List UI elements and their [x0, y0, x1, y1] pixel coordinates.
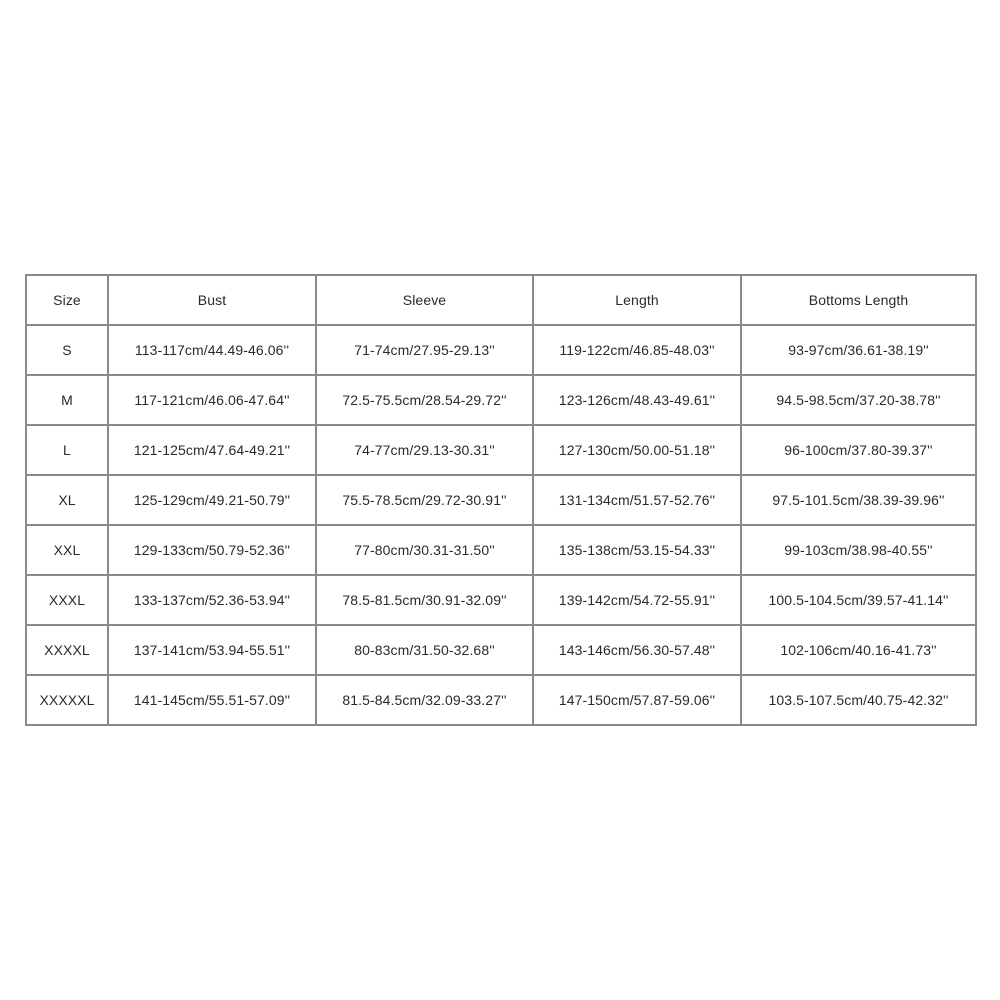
- bottoms-length-cell: 100.5-104.5cm/39.57-41.14'': [742, 576, 977, 626]
- bust-cell: 129-133cm/50.79-52.36'': [109, 526, 317, 576]
- size-chart-header: [27, 276, 977, 326]
- sleeve-cell: 72.5-75.5cm/28.54-29.72'': [317, 376, 534, 426]
- bust-cell: 121-125cm/47.64-49.21'': [109, 426, 317, 476]
- sleeve-cell: 71-74cm/27.95-29.13'': [317, 326, 534, 376]
- sleeve-cell: 77-80cm/30.31-31.50'': [317, 526, 534, 576]
- bust-cell: 133-137cm/52.36-53.94'': [109, 576, 317, 626]
- length-cell: 147-150cm/57.87-59.06'': [534, 676, 742, 726]
- bottoms-length-cell: 94.5-98.5cm/37.20-38.78'': [742, 376, 977, 426]
- bust-cell: 117-121cm/46.06-47.64'': [109, 376, 317, 426]
- bust-cell: 125-129cm/49.21-50.79'': [109, 476, 317, 526]
- table-row: [27, 326, 977, 376]
- header-sleeve: Sleeve: [317, 276, 534, 326]
- table-row: [27, 626, 977, 676]
- sleeve-cell: 80-83cm/31.50-32.68'': [317, 626, 534, 676]
- length-cell: 139-142cm/54.72-55.91'': [534, 576, 742, 626]
- size-chart-body: [27, 326, 977, 726]
- table-row: [27, 576, 977, 626]
- length-cell: 127-130cm/50.00-51.18'': [534, 426, 742, 476]
- bust-cell: 137-141cm/53.94-55.51'': [109, 626, 317, 676]
- sleeve-cell: 81.5-84.5cm/32.09-33.27'': [317, 676, 534, 726]
- bottoms-length-cell: 103.5-107.5cm/40.75-42.32'': [742, 676, 977, 726]
- sleeve-cell: 74-77cm/29.13-30.31'': [317, 426, 534, 476]
- size-cell: S: [27, 326, 109, 376]
- header-length: Length: [534, 276, 742, 326]
- size-cell: XXXL: [27, 576, 109, 626]
- length-cell: 131-134cm/51.57-52.76'': [534, 476, 742, 526]
- sleeve-cell: 78.5-81.5cm/30.91-32.09'': [317, 576, 534, 626]
- header-bust: Bust: [109, 276, 317, 326]
- header-size: Size: [27, 276, 109, 326]
- length-cell: 123-126cm/48.43-49.61'': [534, 376, 742, 426]
- bottoms-length-cell: 99-103cm/38.98-40.55'': [742, 526, 977, 576]
- length-cell: 119-122cm/46.85-48.03'': [534, 326, 742, 376]
- sleeve-cell: 75.5-78.5cm/29.72-30.91'': [317, 476, 534, 526]
- length-cell: 143-146cm/56.30-57.48'': [534, 626, 742, 676]
- bust-cell: 113-117cm/44.49-46.06'': [109, 326, 317, 376]
- table-row: [27, 376, 977, 426]
- header-row: [27, 276, 977, 326]
- bottoms-length-cell: 97.5-101.5cm/38.39-39.96'': [742, 476, 977, 526]
- table-row: [27, 676, 977, 726]
- size-cell: XL: [27, 476, 109, 526]
- size-cell: XXL: [27, 526, 109, 576]
- table-row: [27, 476, 977, 526]
- header-bottoms-length: Bottoms Length: [742, 276, 977, 326]
- table-row: [27, 426, 977, 476]
- size-cell: M: [27, 376, 109, 426]
- bottoms-length-cell: 102-106cm/40.16-41.73'': [742, 626, 977, 676]
- size-cell: XXXXL: [27, 626, 109, 676]
- bust-cell: 141-145cm/55.51-57.09'': [109, 676, 317, 726]
- size-cell: L: [27, 426, 109, 476]
- bottoms-length-cell: 96-100cm/37.80-39.37'': [742, 426, 977, 476]
- bottoms-length-cell: 93-97cm/36.61-38.19'': [742, 326, 977, 376]
- table-row: [27, 526, 977, 576]
- size-cell: XXXXXL: [27, 676, 109, 726]
- length-cell: 135-138cm/53.15-54.33'': [534, 526, 742, 576]
- size-chart-table: [25, 274, 977, 726]
